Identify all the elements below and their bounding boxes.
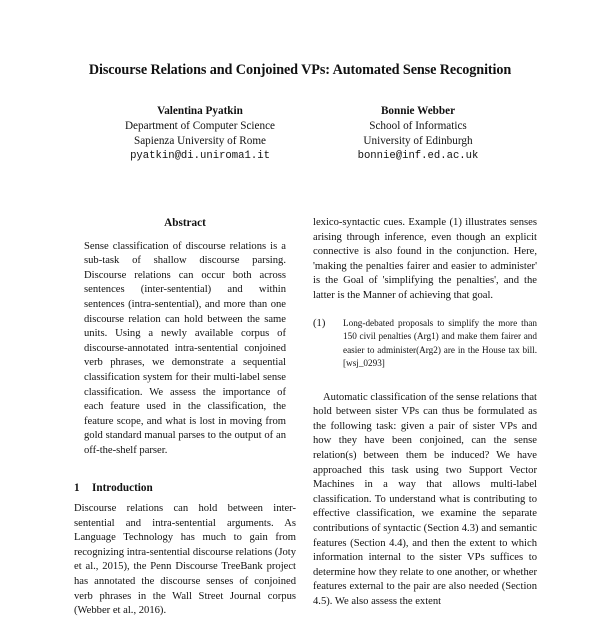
right-paragraph-1: lexico-syntactic cues. Example (1) illustrates senses arising through inference, even though an explicit connective is also found in the conjunction. Here, 'making the penalties fairer and easier to administer' is the Goal of 'simplifying the penalties', and the latter is the Manner of achieving that goal. xyxy=(313,217,537,301)
right-paragraph-2: Automatic classification of the sense relations that hold between sister VPs can thus be formulated as the following task: given a pair of sister VPs and how they have been conjoined, can the sense relation(s) between them be induced? We have approached this task using two Support Vector Machines in a way that allows multi-label classification. To understand what is contributing to effective classification, we examine the separate contributions of syntactic (Section 4.3) and semantic features (Section 4.4), and then the extent to which information internal to the sister VPs suffices to determine how they relate to one another, or whether features external to the pair are also needed (Section 4.5). We also assess the extent xyxy=(313,391,538,607)
author-affiliation: Department of Computer Science xyxy=(124,120,276,132)
author-block-1 xyxy=(85,104,315,164)
introduction-paragraph: Discourse relations can hold between inter-sentential and intra-sentential arguments. As Language Technology has much to gain from recognizing intra-sentential discourse relations (Joty et al., 2015), the Penn Discourse TreeBank project has annotated the discourse senses of conjoined verb phrases in the Wall Street Journal corpus (Webber et al., 2016). xyxy=(74,503,296,617)
author-block-2 xyxy=(303,104,533,164)
section-title: Introduction xyxy=(92,481,153,494)
introduction-heading xyxy=(74,481,296,496)
example-text: Long-debated proposals to simplify the more than 150 civil penalties (Arg1) and make them fairer and easier to administer(Arg2) are in the House tax bill. [wsj_0293] xyxy=(343,317,537,369)
author-name: Bonnie Webber xyxy=(380,105,456,117)
abstract-body xyxy=(84,240,286,459)
abstract-heading: Abstract xyxy=(164,217,206,229)
paper-title: Discourse Relations and Conjoined VPs: Automated Sense Recognition xyxy=(88,62,512,78)
example-number: (1) xyxy=(313,317,326,329)
author-affiliation: School of Informatics xyxy=(369,120,467,132)
section-number: 1 xyxy=(74,481,80,494)
example-1 xyxy=(313,317,537,371)
author-email: bonnie@inf.ed.ac.uk xyxy=(357,150,479,162)
left-column xyxy=(74,216,296,619)
author-name: Valentina Pyatkin xyxy=(157,105,243,117)
author-institution: University of Edinburgh xyxy=(363,135,473,147)
author-institution: Sapienza University of Rome xyxy=(133,135,267,147)
author-email: pyatkin@di.uniroma1.it xyxy=(130,150,270,162)
abstract-text: Sense classification of discourse relations is a sub-task of shallow discourse parsing. Discourse relations can occur both across sentences (inter-sentential) and within sentences (intra-sentential), and more than one discourse relation can hold between the same units. Using a newly available corpus of discourse-annotated intra-sentential conjoined verb phrases, we demonstrate a sequential classification system for their multi-label sense classification. We assess the importance of each feature used in the classification, the feature scope, and what is lost in moving from gold standard manual parses to the output of an off-the-shelf parser. xyxy=(84,240,286,456)
right-column xyxy=(313,216,537,609)
